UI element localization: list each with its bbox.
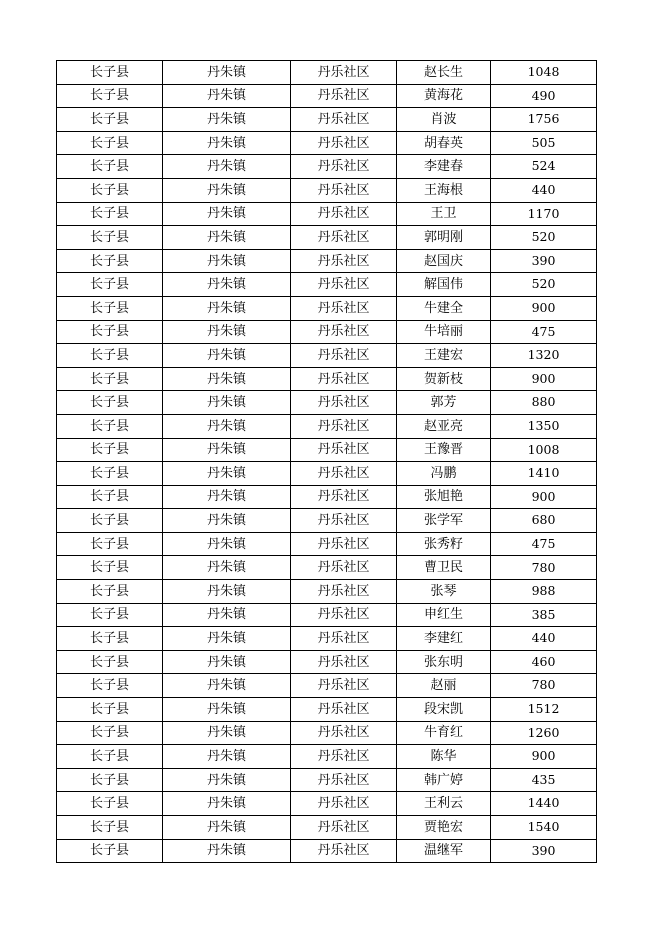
county-cell: 长子县: [57, 108, 163, 132]
name-cell: 冯鹏: [397, 462, 491, 486]
amount-cell: 440: [491, 178, 597, 202]
table-row: [57, 226, 597, 250]
name-cell: 陈华: [397, 745, 491, 769]
name-cell: 李建春: [397, 155, 491, 179]
amount-cell: 505: [491, 131, 597, 155]
community-cell: 丹乐社区: [291, 768, 397, 792]
name-cell: 赵长生: [397, 61, 491, 85]
table-row: [57, 296, 597, 320]
community-cell: 丹乐社区: [291, 131, 397, 155]
name-cell: 赵国庆: [397, 249, 491, 273]
county-cell: 长子县: [57, 249, 163, 273]
town-cell: 丹朱镇: [163, 155, 291, 179]
community-cell: 丹乐社区: [291, 155, 397, 179]
table-row: [57, 61, 597, 85]
table-row: [57, 556, 597, 580]
community-cell: 丹乐社区: [291, 556, 397, 580]
county-cell: 长子县: [57, 768, 163, 792]
table-row: [57, 462, 597, 486]
table-row: [57, 438, 597, 462]
town-cell: 丹朱镇: [163, 627, 291, 651]
name-cell: 王利云: [397, 792, 491, 816]
table-row: [57, 178, 597, 202]
county-cell: 长子县: [57, 698, 163, 722]
name-cell: 王豫晋: [397, 438, 491, 462]
county-cell: 长子县: [57, 509, 163, 533]
table-row: [57, 414, 597, 438]
community-cell: 丹乐社区: [291, 367, 397, 391]
name-cell: 曹卫民: [397, 556, 491, 580]
community-cell: 丹乐社区: [291, 226, 397, 250]
table-body: [57, 61, 597, 863]
amount-cell: 1410: [491, 462, 597, 486]
amount-cell: 1350: [491, 414, 597, 438]
town-cell: 丹朱镇: [163, 580, 291, 604]
county-cell: 长子县: [57, 391, 163, 415]
community-cell: 丹乐社区: [291, 509, 397, 533]
amount-cell: 385: [491, 603, 597, 627]
town-cell: 丹朱镇: [163, 462, 291, 486]
community-cell: 丹乐社区: [291, 320, 397, 344]
town-cell: 丹朱镇: [163, 768, 291, 792]
table-row: [57, 367, 597, 391]
amount-cell: 390: [491, 249, 597, 273]
name-cell: 温继军: [397, 839, 491, 863]
table-row: [57, 131, 597, 155]
town-cell: 丹朱镇: [163, 509, 291, 533]
community-cell: 丹乐社区: [291, 485, 397, 509]
community-cell: 丹乐社区: [291, 414, 397, 438]
name-cell: 张琴: [397, 580, 491, 604]
town-cell: 丹朱镇: [163, 839, 291, 863]
town-cell: 丹朱镇: [163, 131, 291, 155]
table-row: [57, 627, 597, 651]
community-cell: 丹乐社区: [291, 603, 397, 627]
name-cell: 郭芳: [397, 391, 491, 415]
table-row: [57, 745, 597, 769]
county-cell: 长子县: [57, 650, 163, 674]
name-cell: 王建宏: [397, 344, 491, 368]
table-row: [57, 792, 597, 816]
county-cell: 长子县: [57, 296, 163, 320]
county-cell: 长子县: [57, 178, 163, 202]
amount-cell: 1512: [491, 698, 597, 722]
community-cell: 丹乐社区: [291, 273, 397, 297]
name-cell: 郭明刚: [397, 226, 491, 250]
table-row: [57, 155, 597, 179]
county-cell: 长子县: [57, 627, 163, 651]
amount-cell: 680: [491, 509, 597, 533]
community-cell: 丹乐社区: [291, 344, 397, 368]
town-cell: 丹朱镇: [163, 108, 291, 132]
community-cell: 丹乐社区: [291, 178, 397, 202]
table-row: [57, 320, 597, 344]
name-cell: 赵亚亮: [397, 414, 491, 438]
community-cell: 丹乐社区: [291, 721, 397, 745]
amount-cell: 490: [491, 84, 597, 108]
community-cell: 丹乐社区: [291, 462, 397, 486]
name-cell: 胡春英: [397, 131, 491, 155]
county-cell: 长子县: [57, 532, 163, 556]
community-cell: 丹乐社区: [291, 108, 397, 132]
name-cell: 肖波: [397, 108, 491, 132]
amount-cell: 900: [491, 485, 597, 509]
name-cell: 牛建全: [397, 296, 491, 320]
amount-cell: 475: [491, 320, 597, 344]
community-cell: 丹乐社区: [291, 202, 397, 226]
amount-cell: 1170: [491, 202, 597, 226]
town-cell: 丹朱镇: [163, 438, 291, 462]
amount-cell: 440: [491, 627, 597, 651]
amount-cell: 880: [491, 391, 597, 415]
community-cell: 丹乐社区: [291, 580, 397, 604]
amount-cell: 1756: [491, 108, 597, 132]
table-row: [57, 721, 597, 745]
amount-cell: 1260: [491, 721, 597, 745]
table-row: [57, 509, 597, 533]
town-cell: 丹朱镇: [163, 61, 291, 85]
community-cell: 丹乐社区: [291, 532, 397, 556]
amount-cell: 390: [491, 839, 597, 863]
community-cell: 丹乐社区: [291, 249, 397, 273]
name-cell: 解国伟: [397, 273, 491, 297]
name-cell: 段宋凯: [397, 698, 491, 722]
table-row: [57, 839, 597, 863]
table-row: [57, 816, 597, 840]
community-cell: 丹乐社区: [291, 698, 397, 722]
table-row: [57, 391, 597, 415]
community-cell: 丹乐社区: [291, 391, 397, 415]
table-row: [57, 650, 597, 674]
table-row: [57, 249, 597, 273]
table-row: [57, 344, 597, 368]
county-cell: 长子县: [57, 462, 163, 486]
town-cell: 丹朱镇: [163, 391, 291, 415]
name-cell: 张秀籽: [397, 532, 491, 556]
amount-cell: 520: [491, 273, 597, 297]
town-cell: 丹朱镇: [163, 226, 291, 250]
amount-cell: 460: [491, 650, 597, 674]
data-table: [56, 60, 597, 863]
table-row: [57, 108, 597, 132]
town-cell: 丹朱镇: [163, 674, 291, 698]
county-cell: 长子县: [57, 344, 163, 368]
community-cell: 丹乐社区: [291, 296, 397, 320]
name-cell: 牛育红: [397, 721, 491, 745]
town-cell: 丹朱镇: [163, 698, 291, 722]
community-cell: 丹乐社区: [291, 745, 397, 769]
table-row: [57, 273, 597, 297]
name-cell: 张东明: [397, 650, 491, 674]
town-cell: 丹朱镇: [163, 367, 291, 391]
town-cell: 丹朱镇: [163, 603, 291, 627]
community-cell: 丹乐社区: [291, 438, 397, 462]
county-cell: 长子县: [57, 155, 163, 179]
town-cell: 丹朱镇: [163, 320, 291, 344]
town-cell: 丹朱镇: [163, 650, 291, 674]
amount-cell: 435: [491, 768, 597, 792]
amount-cell: 900: [491, 745, 597, 769]
community-cell: 丹乐社区: [291, 792, 397, 816]
amount-cell: 900: [491, 367, 597, 391]
county-cell: 长子县: [57, 603, 163, 627]
town-cell: 丹朱镇: [163, 296, 291, 320]
community-cell: 丹乐社区: [291, 84, 397, 108]
table-row: [57, 768, 597, 792]
name-cell: 贺新枝: [397, 367, 491, 391]
community-cell: 丹乐社区: [291, 650, 397, 674]
county-cell: 长子县: [57, 320, 163, 344]
amount-cell: 524: [491, 155, 597, 179]
county-cell: 长子县: [57, 84, 163, 108]
town-cell: 丹朱镇: [163, 178, 291, 202]
town-cell: 丹朱镇: [163, 816, 291, 840]
community-cell: 丹乐社区: [291, 839, 397, 863]
table-row: [57, 674, 597, 698]
town-cell: 丹朱镇: [163, 344, 291, 368]
town-cell: 丹朱镇: [163, 84, 291, 108]
county-cell: 长子县: [57, 839, 163, 863]
table-row: [57, 84, 597, 108]
amount-cell: 1440: [491, 792, 597, 816]
name-cell: 赵丽: [397, 674, 491, 698]
county-cell: 长子县: [57, 438, 163, 462]
town-cell: 丹朱镇: [163, 485, 291, 509]
name-cell: 李建红: [397, 627, 491, 651]
county-cell: 长子县: [57, 273, 163, 297]
county-cell: 长子县: [57, 816, 163, 840]
name-cell: 韩广婷: [397, 768, 491, 792]
table-row: [57, 603, 597, 627]
county-cell: 长子县: [57, 226, 163, 250]
amount-cell: 780: [491, 674, 597, 698]
table-row: [57, 698, 597, 722]
county-cell: 长子县: [57, 131, 163, 155]
name-cell: 牛培丽: [397, 320, 491, 344]
county-cell: 长子县: [57, 580, 163, 604]
county-cell: 长子县: [57, 485, 163, 509]
community-cell: 丹乐社区: [291, 816, 397, 840]
community-cell: 丹乐社区: [291, 627, 397, 651]
amount-cell: 475: [491, 532, 597, 556]
amount-cell: 1048: [491, 61, 597, 85]
county-cell: 长子县: [57, 414, 163, 438]
town-cell: 丹朱镇: [163, 414, 291, 438]
county-cell: 长子县: [57, 792, 163, 816]
name-cell: 王海根: [397, 178, 491, 202]
amount-cell: 1008: [491, 438, 597, 462]
community-cell: 丹乐社区: [291, 674, 397, 698]
county-cell: 长子县: [57, 721, 163, 745]
name-cell: 申红生: [397, 603, 491, 627]
name-cell: 王卫: [397, 202, 491, 226]
amount-cell: 900: [491, 296, 597, 320]
town-cell: 丹朱镇: [163, 273, 291, 297]
town-cell: 丹朱镇: [163, 721, 291, 745]
county-cell: 长子县: [57, 745, 163, 769]
name-cell: 贾艳宏: [397, 816, 491, 840]
county-cell: 长子县: [57, 202, 163, 226]
amount-cell: 780: [491, 556, 597, 580]
town-cell: 丹朱镇: [163, 249, 291, 273]
county-cell: 长子县: [57, 367, 163, 391]
town-cell: 丹朱镇: [163, 532, 291, 556]
county-cell: 长子县: [57, 61, 163, 85]
amount-cell: 1540: [491, 816, 597, 840]
town-cell: 丹朱镇: [163, 745, 291, 769]
table-row: [57, 580, 597, 604]
town-cell: 丹朱镇: [163, 792, 291, 816]
table-row: [57, 532, 597, 556]
town-cell: 丹朱镇: [163, 556, 291, 580]
amount-cell: 1320: [491, 344, 597, 368]
community-cell: 丹乐社区: [291, 61, 397, 85]
amount-cell: 988: [491, 580, 597, 604]
table-row: [57, 202, 597, 226]
town-cell: 丹朱镇: [163, 202, 291, 226]
amount-cell: 520: [491, 226, 597, 250]
name-cell: 张学军: [397, 509, 491, 533]
county-cell: 长子县: [57, 674, 163, 698]
name-cell: 张旭艳: [397, 485, 491, 509]
name-cell: 黄海花: [397, 84, 491, 108]
county-cell: 长子县: [57, 556, 163, 580]
table-row: [57, 485, 597, 509]
